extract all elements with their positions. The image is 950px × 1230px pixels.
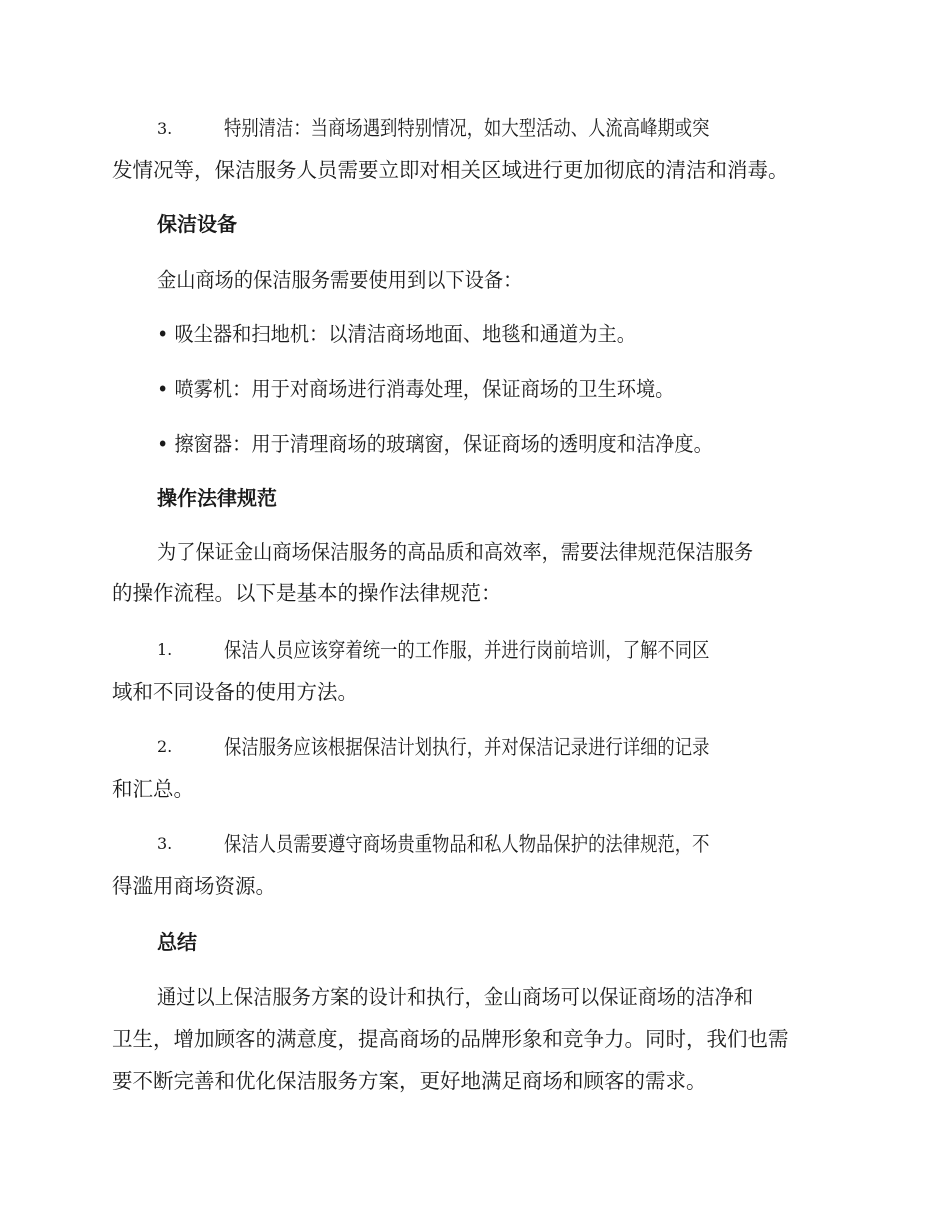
bullet-item: • 喷雾机：用于对商场进行消毒处理，保证商场的卫生环境。 [157, 377, 675, 401]
paragraph-line: 的操作流程。以下是基本的操作法律规范： [112, 581, 502, 605]
list-number: 2. [157, 737, 173, 756]
paragraph-line: 保洁人员应该穿着统一的工作服，并进行岗前培训，了解不同区 [224, 638, 710, 662]
section-heading-rules: 操作法律规范 [157, 486, 277, 510]
paragraph-line: 特别清洁：当商场遇到特别情况，如大型活动、人流高峰期或突 [224, 116, 710, 140]
list-number: 1. [157, 640, 173, 659]
paragraph-line: 和汇总。 [112, 777, 194, 801]
paragraph-line: 要不断完善和优化保洁服务方案，更好地满足商场和顾客的需求。 [112, 1069, 707, 1093]
paragraph-line: 得滥用商场资源。 [112, 874, 276, 898]
paragraph-line: 金山商场的保洁服务需要使用到以下设备： [157, 268, 523, 292]
list-number: 3. [157, 119, 173, 138]
paragraph-line: 域和不同设备的使用方法。 [112, 680, 358, 704]
list-number: 3. [157, 834, 173, 853]
paragraph-line: 为了保证金山商场保洁服务的高品质和高效率，需要法律规范保洁服务 [157, 540, 754, 564]
paragraph-line: 卫生，增加顾客的满意度，提高商场的品牌形象和竞争力。同时，我们也需 [112, 1027, 789, 1051]
section-heading-summary: 总结 [157, 930, 197, 954]
paragraph-line: 通过以上保洁服务方案的设计和执行，金山商场可以保证商场的洁净和 [157, 985, 754, 1009]
bullet-item: • 擦窗器：用于清理商场的玻璃窗，保证商场的透明度和洁净度。 [157, 432, 713, 456]
paragraph-line: 保洁服务应该根据保洁计划执行，并对保洁记录进行详细的记录 [224, 735, 710, 759]
bullet-item: • 吸尘器和扫地机：以清洁商场地面、地毯和通道为主。 [157, 322, 636, 346]
paragraph-line: 发情况等，保洁服务人员需要立即对相关区域进行更加彻底的清洁和消毒。 [112, 158, 789, 182]
paragraph-line: 保洁人员需要遵守商场贵重物品和私人物品保护的法律规范，不 [224, 832, 710, 856]
section-heading-equipment: 保洁设备 [157, 212, 237, 236]
